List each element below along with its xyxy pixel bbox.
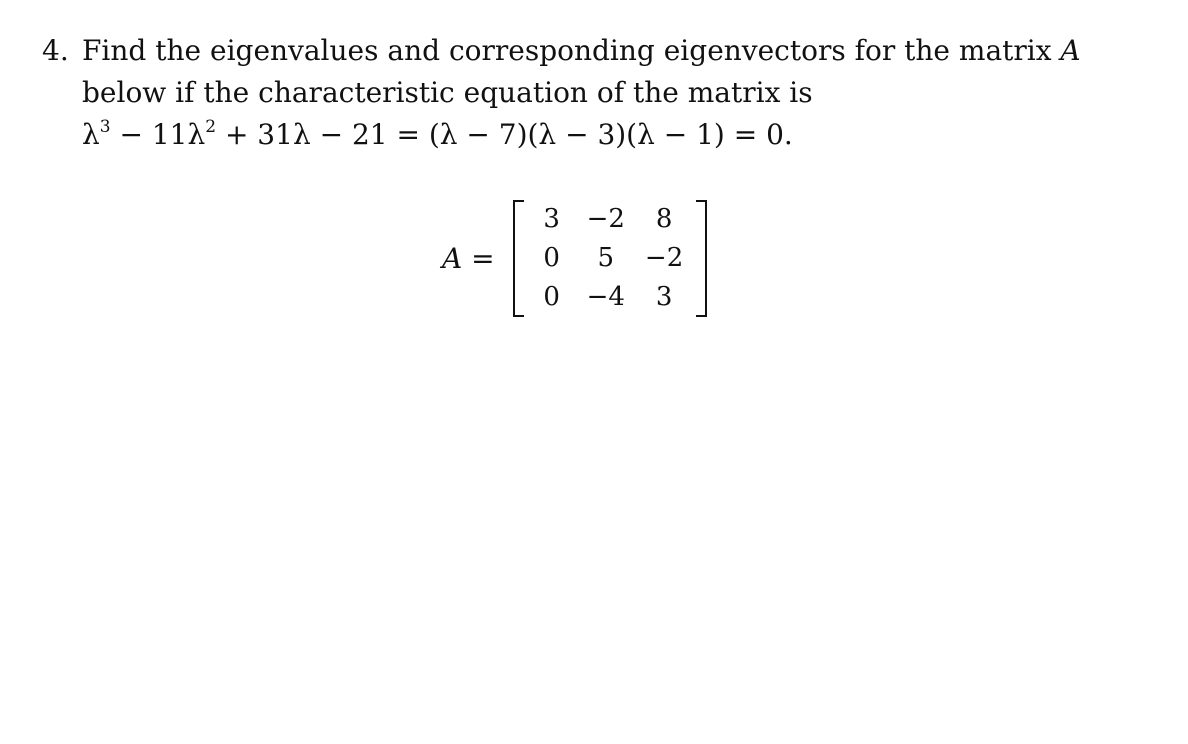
problem-text-line-1: Find the eigenvalues and corresponding eigenvectors for the matrix — [82, 34, 1052, 67]
matrix-cell: 3 — [543, 203, 560, 234]
matrix-label: A = — [442, 241, 495, 275]
matrix-cell: 0 — [543, 242, 560, 273]
matrix-row — [527, 278, 694, 317]
matrix-cell: 3 — [655, 281, 673, 312]
matrix-cell: −4 — [586, 281, 625, 312]
problem-line-1 — [42, 30, 1152, 72]
equation-part-3: + 31λ − 21 = (λ − 7)(λ − 3)(λ − 1) = 0. — [216, 118, 793, 151]
problem-statement — [42, 30, 1152, 156]
matrix-cell: 8 — [655, 203, 673, 234]
equation-part-2: − 11λ — [110, 118, 206, 151]
right-bracket — [696, 200, 707, 317]
characteristic-equation — [42, 114, 1152, 156]
matrix-row — [527, 239, 694, 278]
matrix-cell: −2 — [586, 203, 625, 234]
problem-number: 4. — [42, 34, 69, 67]
matrix-variable: A — [1060, 34, 1081, 67]
matrix — [511, 200, 710, 317]
matrix-cell: 5 — [597, 242, 615, 273]
equation-part-1: λ — [82, 118, 100, 151]
matrix-cell: 0 — [543, 281, 560, 312]
matrix-cell: −2 — [644, 242, 684, 273]
matrix-row — [527, 200, 694, 239]
equation-exponent-2: 2 — [205, 116, 217, 137]
matrix-definition — [442, 196, 709, 320]
equation-exponent-1: 3 — [99, 116, 111, 137]
left-bracket — [513, 200, 524, 317]
matrix-table — [527, 200, 694, 317]
problem-line-2: below if the characteristic equation of the matrix is — [82, 76, 813, 109]
